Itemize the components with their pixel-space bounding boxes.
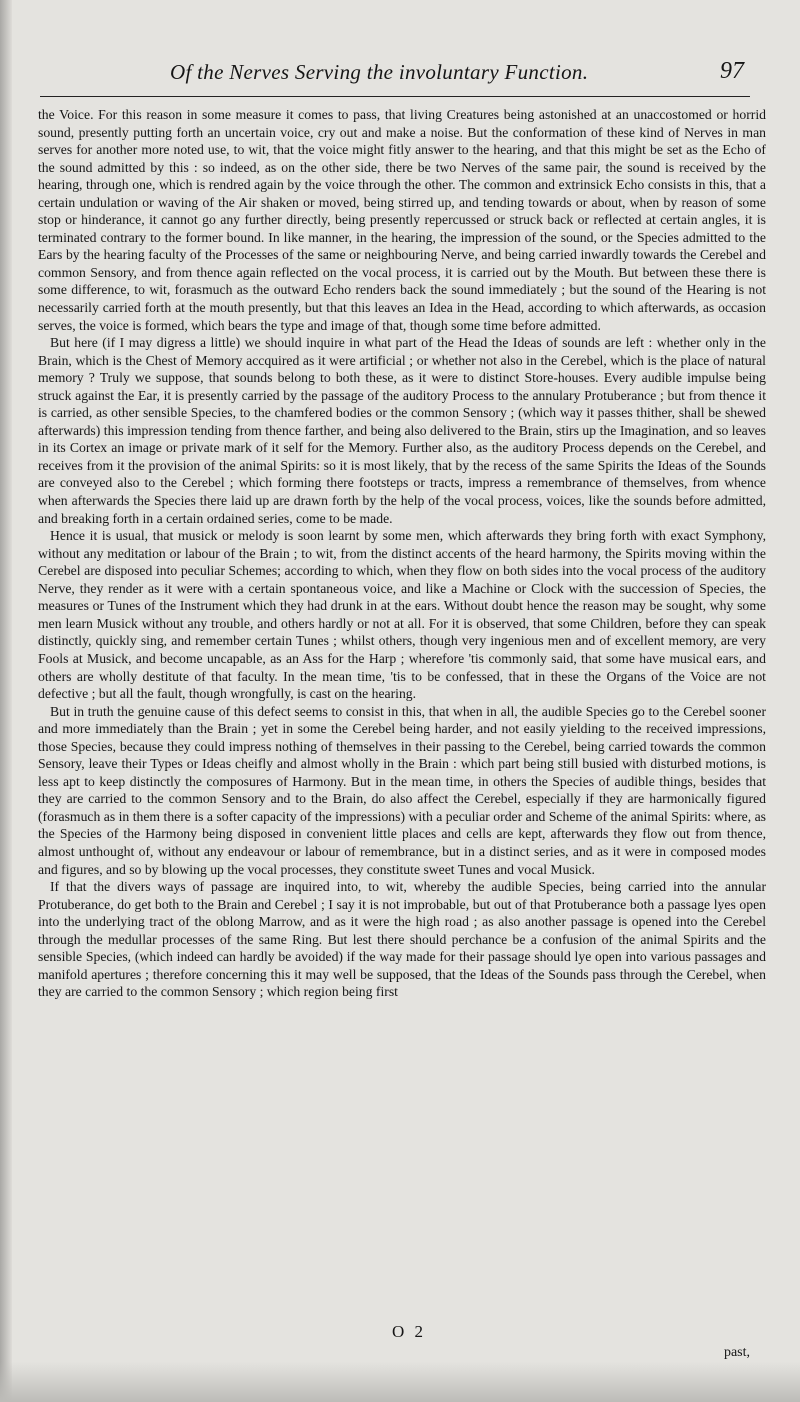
body-text	[38, 106, 766, 1001]
signature-mark: O 2	[392, 1322, 427, 1341]
paragraph-2: But here (if I may digress a little) we should inquire in what part of the Head the Ideas of sounds are left : whether only in the Brain, which is the Chest of Memory accquired as it were artificial ; or whether not also in the Cerebel, which is the place of natural memory ? Truly we suppose, that sounds belong to both these, as it were to distinct Store-houses. Every audible impulse being struck against the Ear, it is presently carried by the passage of the auditory Process to the annulary Protuberance ; but from thence it is carried, as other sensible Species, to the chamfered bodies or the common Sensory ; (which way it passes thither, shall be shewed afterwards) this impression tending from thence farther, and being also delivered to the Brain, stirs up the Imagination, and so leaves in its Cortex an image or private mark of it self for the Memory. Further also, as the auditory Process depends on the Cerebel, and receives from it the provision of the animal Spirits: so it is most likely, that by the recess of the same Spirits the Ideas of the Sounds are conveyed also to the Cerebel ; which forming there footsteps or tracts, impress a remembrance of themselves, from whence when afterwards the Species there laid up are drawn forth by the help of the vocal process, voices, like the sounds before admitted, and breaking forth in a certain ordained series, come to be made.	[38, 335, 766, 526]
paragraph-3: Hence it is usual, that musick or melody is soon learnt by some men, which afterwards they bring forth with exact Symphony, without any meditation or labour of the Brain ; to wit, from the distinct accents of the heard harmony, the Spirits moving within the Cerebel are disposed into peculiar Schemes; according to which, when they flow on both sides into the vocal process of the auditory Nerve, they render as it were with a certain spontaneous voice, and like a Machine or Clock with the succession of Species, the measures or Tunes of the Instrument which they had drunk in at the ears. Without doubt hence the reason may be sought, why some men learn Musick without any trouble, and others hardly or not at all. For it is observed, that some Children, before they can speak distinctly, quickly sing, and remember certain Tunes ; whilst others, though very ingenious men and of excellent memory, are very Fools at Musick, and become uncapable, as an Ass for the Harp ; wherefore 'tis commonly said, that some have musical ears, and others are wholly destitute of that faculty. In the mean time, 'tis to be confessed, that in these the Organs of the Voice are not defective ; but all the fault, though wrongfully, is cast on the hearing.	[38, 528, 766, 702]
catchword: past,	[723, 1345, 750, 1360]
paragraph-4: But in truth the genuine cause of this defect seems to consist in this, that when in all, the audible Species go to the Cerebel sooner and more immediately than the Brain ; yet in some the Cerebel being harder, and not easily yielding to the received impressions, those Species, because they could impress nothing of themselves in their passing to the Cerebel, being carried towards the common Sensory, leave their Types or Ideas cheifly and almost wholly in the Brain : which part being still busied with disturbed motions, is less apt to keep distinctly the composures of Harmony. But in the mean time, in others the Species of audible things, besides that they are carried to the common Sensory and to the Brain, do also affect the Cerebel, especially if they are harmonically figured (forasmuch as in them there is a softer capacity of the impressions) with a peculiar order and Scheme of the animal Spirits: where, as the Species of the Harmony being disposed in convenient little places and cells are kept, afterwards they flow out from thence, almost unthought of, without any endeavour or labour of remembrance, but in a distinct series, and as it were in composed modes and figures, and so by blowing up the vocal processes, they constitute sweet Tunes and vocal Musick.	[38, 703, 766, 877]
page-bottom-shadow	[0, 1362, 800, 1402]
paragraph-5: If that the divers ways of passage are inquired into, to wit, whereby the audible Species, being carried into the annular Protuberance, do get both to the Brain and Cerebel ; I say it is not improbable, but out of that Protuberance both a passage lyes open into the underlying tract of the oblong Marrow, and as it were the high road ; as also another passage is opened into the Cerebel through the medullar processes of the same Ring. But lest there should perchance be a confusion of the animal Spirits and the sensible Species, (which indeed can hardly be avoided) if the way made for their passage should lye open into various passages and manifold apertures ; therefore concerning this it may well be supposed, that the Ideas of the Sounds pass through the Cerebel, when they are carried to the common Sensory ; which region being first	[38, 879, 766, 1000]
page-header	[40, 60, 750, 97]
paragraph-1: the Voice. For this reason in some measure it comes to pass, that living Creatures being astonished at an unaccostomed or horrid sound, presently putting forth an uncertain voice, cry out and make a noise. But the conformation of these kind of Nerves in man serves for another more noted use, to wit, that the voice might fitly answer to the hearing, and that this might be set as the Echo of the sound admitted by this : so indeed, as on the other side, there be two Nerves of the same pair, the sound is received by the hearing, through one, which is rendred again by the voice through the other. The common and extrinsick Echo consists in this, that a certain undulation or waving of the Air shaken or moved, being stirred up, and tending towards or about, when by reason of some stop or hinderance, it cannot go any further directly, being presently repercussed or struck back or reflected at certain angles, it is terminated contrary to the former bound. In like manner, in the hearing, the impression of the sound, or the Species admitted to the Ears by the hearing faculty of the Processes of the same or neighbouring Nerve, and being carried inwardly towards the Cerebel and common Sensory, and from thence again reflected on the vocal process, it is carried out by the Mouth. But between these there is some difference, to wit, forasmuch as the outward Echo renders back the sound immediately ; but the sound of the Hearing is not necessarily carried forth at the mouth presently, but that this leaves an Idea in the Head, according to which afterwards, as occasion serves, the voice is formed, which bears the type and image of that, though some time before admitted.	[38, 107, 766, 333]
page-number: 97	[720, 58, 744, 84]
running-title: Of the Nerves Serving the involuntary Function.	[170, 60, 589, 84]
page-gutter-shadow	[0, 0, 12, 1402]
